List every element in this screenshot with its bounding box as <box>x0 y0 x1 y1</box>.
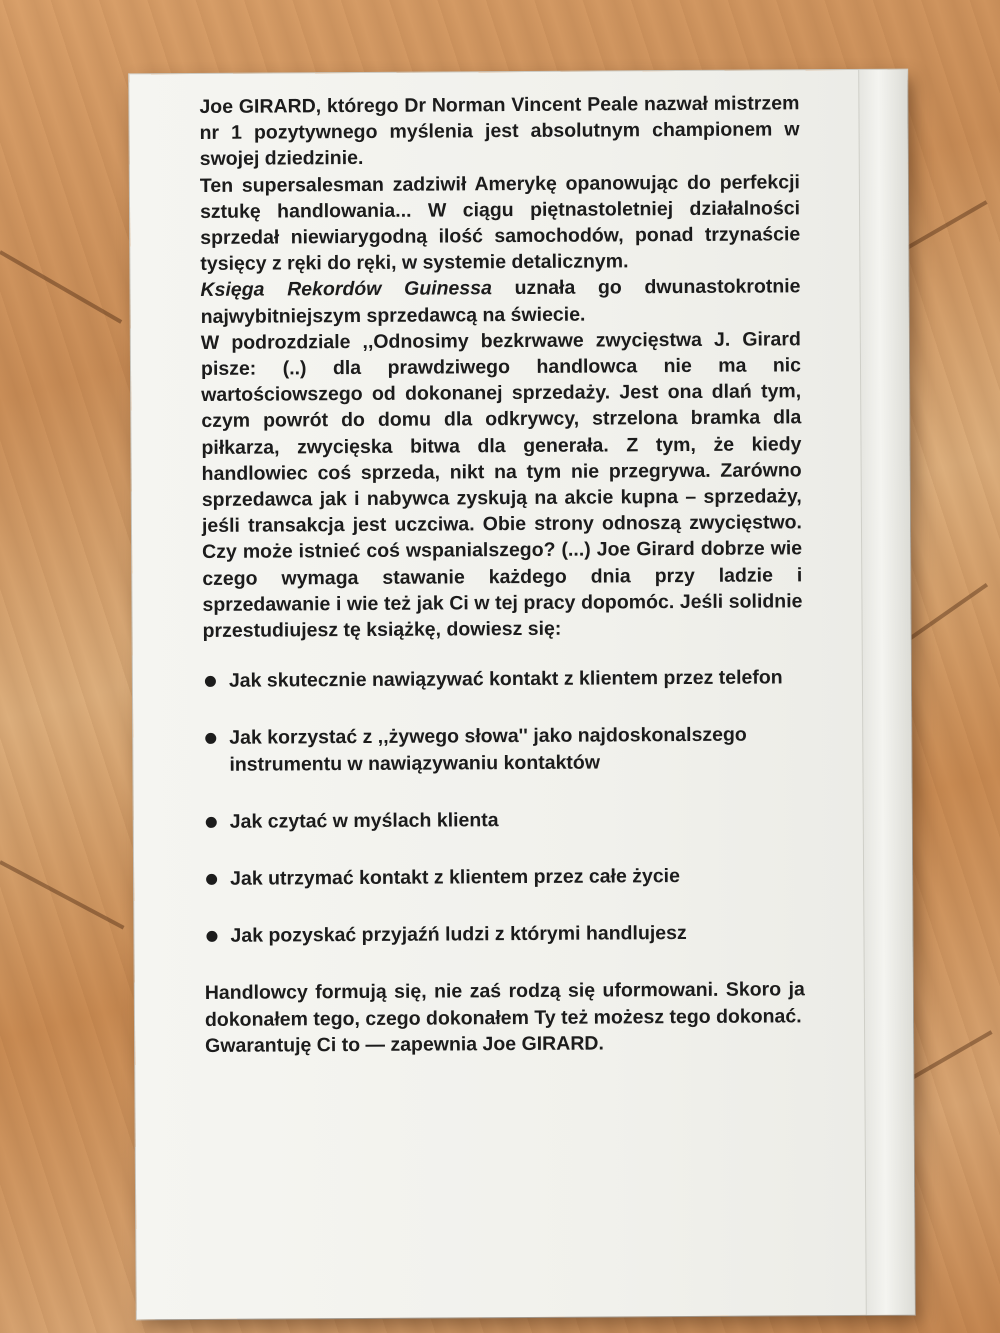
closing-block <box>205 977 805 1059</box>
list-item: Jak pozyskać przyjaźń ludzi z którymi handlujesz <box>204 920 804 950</box>
closing-signature: Gwarantuję Ci to — zapewnia Joe GIRARD. <box>205 1032 604 1057</box>
back-cover-text <box>199 90 805 1059</box>
list-item: Jak utrzymać kontakt z klientem przez całe życie <box>204 862 804 892</box>
list-item: Jak skutecznie nawiązywać kontakt z klientem przez telefon <box>203 665 803 695</box>
wood-plank-seam <box>904 583 988 644</box>
guinness-text: uznała go dwunastokrotnie najwybitniejszym sprzedawcą na świecie. <box>200 275 801 328</box>
guinness-paragraph <box>200 274 800 330</box>
list-item: Jak korzystać z ,,żywego słowa'' jako najdoskonalszego instrumentu w nawiązywaniu kontaktów <box>203 722 803 778</box>
guinness-book-title: Księga Rekordów Guinessa <box>200 277 492 302</box>
intro-paragraph-2: Ten supersalesman zadziwił Amerykę opanowując do perfekcji sztukę handlowania... W ciągu piętnastoletniej działalności sprzedał niewiarygodną ilość samochodów, ponad trzynaście tysięcy z ręki do ręki, w systemie detalicznym. <box>199 170 801 276</box>
book-back-cover <box>129 70 915 1320</box>
wood-plank-seam <box>0 250 122 323</box>
wood-plank-seam <box>899 200 988 253</box>
spine-print-mark <box>898 1228 910 1298</box>
intro-paragraph-1: Joe GIRARD, którego Dr Norman Vincent Peale nazwał mistrzem nr 1 pozytywnego myślenia jest absolutnym championem w swojej dziedzinie. <box>199 92 800 171</box>
list-item: Jak czytać w myślach klienta <box>204 805 804 835</box>
book-spine-edge <box>858 70 915 1315</box>
wood-plank-seam <box>0 860 125 929</box>
closing-paragraph: Handlowcy formują się, nie zaś rodzą się uformowani. Skoro ja dokonałem tego, czego dokonałem Ty też możesz tego dokonać. <box>204 978 805 1031</box>
benefits-list <box>203 665 805 950</box>
wood-plank-seam <box>904 1030 993 1083</box>
quote-paragraph: W podrozdziale ,,Odnosimy bezkrwawe zwycięstwa J. Girard pisze: (..) dla prawdziwego handlowca nie ma nic wartościowszego od dokonanej sprzedaży. Jest ona dlań tym, czym powrót do domu dla odkrywcy, strzelona bramka dla piłkarza, zwycięska bitwa dla generała. Z tym, że kiedy handlowiec coś sprzeda, nikt na tym nie przegrywa. Zarówno sprzedawca jak i nabywca zyskują na akcie kupna – sprzedaży, jeśli transakcja jest uczciwa. Obie strony odnoszą zwycięstwo. Czy może istnieć coś wspanialszego? (...) Joe Girard dobrze wie czego wymaga stawanie każdego dnia przy ladzie i sprzedawanie i wie też jak Ci w tej pracy dopomóc. Jeśli solidnie przestudiujesz tę książkę, dowiesz się: <box>200 328 803 643</box>
